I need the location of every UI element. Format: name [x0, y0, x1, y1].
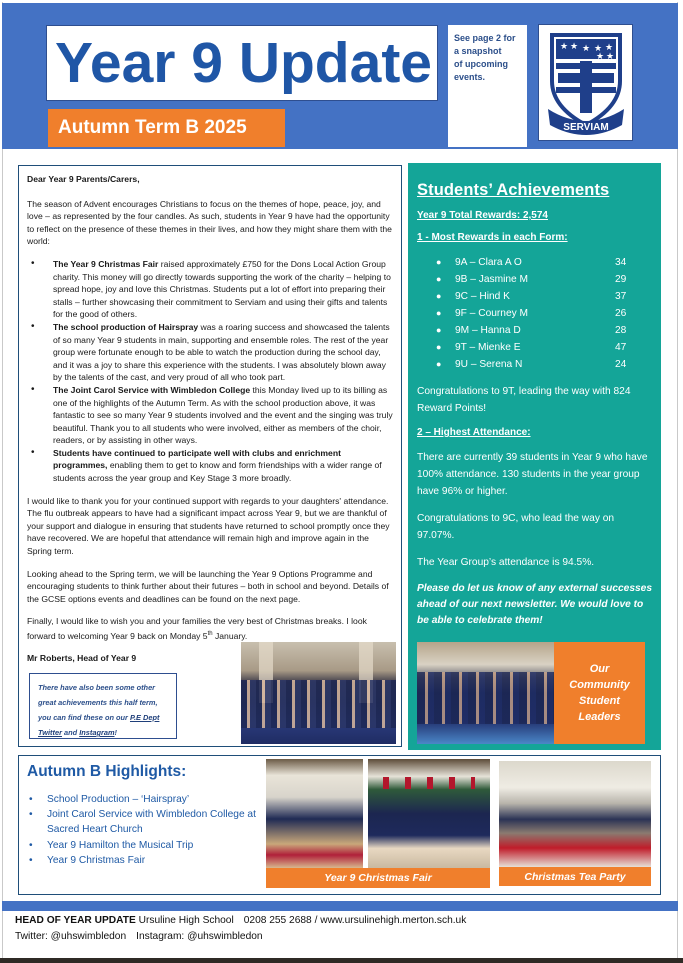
form-points: 24 — [615, 359, 627, 370]
footer-school: Ursuline High School — [135, 915, 234, 926]
form-student: 9A – Clara A O — [455, 257, 522, 268]
tea-caption-text: Christmas Tea Party — [524, 870, 626, 883]
photo-detail — [241, 704, 396, 728]
christmas-fair-photo-2 — [368, 759, 490, 868]
snapshot-line: a snapshot — [454, 46, 502, 56]
form-points: 28 — [615, 325, 627, 336]
form-reward-item — [417, 271, 653, 288]
school-crest-icon — [544, 29, 628, 137]
pe-dept-twitter-link[interactable]: P.E Dept Twitter — [38, 713, 160, 737]
attendance-congratulations: Congratulations to 9C, who lead the way on 97.07%. — [417, 513, 615, 541]
bullet-icon: ● — [436, 257, 442, 267]
achievements-title: Students’ Achievements — [417, 181, 610, 199]
letter-options-paragraph: Looking ahead to the Spring term, we will be launching the Year 9 Options Programme and encouraging students to think further about their futures – both in school and beyond. Details of the GCSE options events and deadlines can be found on the next page. — [27, 568, 389, 604]
closing-text: Finally, I would like to wish you and your families the very best of Christmas breaks. I look forward to welcoming Year 9 back on Monday 5 — [27, 616, 367, 641]
photo-detail — [241, 680, 396, 704]
svg-text:SERVIAM: SERVIAM — [562, 121, 609, 133]
bullet-heading: The Year 9 Christmas Fair — [53, 258, 159, 269]
bullet-icon: ● — [436, 342, 442, 352]
form-student: 9T – Mienke E — [455, 342, 521, 353]
highlight-item: • Joint Carol Service with Wimbledon College at Sacred Heart Church — [27, 807, 262, 837]
bullet-heading: The school production of Hairspray — [53, 321, 199, 332]
form-reward-item — [417, 254, 653, 271]
pe-callout-text: There have also been some other great achievements this half term, you can find these on our — [38, 683, 158, 722]
page-title: Year 9 Update — [55, 30, 433, 95]
bullet-text: enabling them to get to know and form friendships with a wider range of students across the year group and Key Stage 3 more broadly. — [53, 460, 382, 484]
form-student: 9F – Courney M — [455, 308, 529, 319]
bullet-icon: ● — [436, 325, 442, 335]
form-reward-item — [417, 339, 653, 356]
svg-text:★: ★ — [595, 51, 604, 62]
svg-text:★: ★ — [604, 42, 613, 53]
letter-closing-paragraph — [27, 615, 393, 642]
fair-caption-text: Year 9 Christmas Fair — [324, 872, 432, 884]
carol-service-choir-photo — [241, 642, 396, 744]
letter-bullets — [27, 258, 393, 485]
autumn-highlights-panel — [18, 755, 661, 895]
rewards-congratulations: Congratulations to 9T, leading the way with 824 Reward Points! — [417, 386, 631, 414]
highlight-item: • School Production – ‘Hairspray’ — [27, 792, 262, 807]
viewer-background — [0, 958, 683, 963]
form-reward-item — [417, 356, 653, 373]
letter-intro: The season of Advent encourages Christians to focus on the themes of hope, peace, joy, and love – as represented by the four candles. As such, students in Year 9 have had the opportunity to reflect on the presence of these themes in their lives, and how they might share them with the world: — [27, 198, 392, 247]
pe-dept-instagram-link[interactable]: Instagram — [79, 728, 115, 737]
footer-website-link[interactable]: www.ursulinehigh.merton.sch.uk — [320, 915, 467, 926]
svg-text:★: ★ — [559, 41, 568, 52]
students-achievements-panel — [408, 163, 661, 750]
community-leaders-block — [417, 642, 645, 744]
letter-signature: Mr Roberts, Head of Year 9 — [27, 653, 137, 664]
form-student: 9U – Serena N — [455, 359, 523, 370]
letter-bullet — [27, 321, 393, 384]
form-reward-item — [417, 322, 653, 339]
svg-text:★: ★ — [569, 41, 578, 52]
external-successes-note: Please do let us know of any external successes ahead of our next newsletter. We would love to be able to celebrate them! — [417, 583, 652, 626]
letter-greeting: Dear Year 9 Parents/Carers, — [27, 174, 140, 184]
leaders-label-text: Our Community Student Leaders — [569, 663, 630, 723]
bullet-heading: The Joint Carol Service with Wimbledon College — [53, 384, 251, 395]
letter-bullet — [27, 384, 393, 447]
highlights-list — [27, 792, 262, 868]
most-rewards-heading: 1 - Most Rewards in each Form: — [417, 232, 568, 243]
form-rewards-list — [417, 254, 653, 373]
pe-callout-and: and — [61, 728, 80, 737]
community-leaders-photo — [417, 642, 554, 744]
form-student: 9C – Hind K — [455, 291, 510, 302]
footer-twitter[interactable]: Twitter: @uhswimbledon — [15, 931, 127, 942]
bullet-icon: ● — [436, 274, 442, 284]
footer-bar — [2, 901, 678, 911]
tea-party-caption — [499, 867, 651, 886]
snapshot-note — [448, 25, 527, 147]
snapshot-line: of upcoming — [454, 59, 508, 69]
footer-line-2 — [15, 929, 466, 945]
form-student: 9M – Hanna D — [455, 325, 521, 336]
footer-phone: 0208 255 2688 — [243, 915, 312, 926]
attendance-heading: 2 – Highest Attendance: — [417, 427, 531, 438]
year-attendance: The Year Group’s attendance is 94.5%. — [417, 557, 595, 568]
pe-dept-callout — [29, 673, 177, 739]
bullet-text: raised approximately £750 for the Dons Local Action Group charity. This money will go directly towards supporting the work of the charity – helping to spread hope, joy and love this Christmas. Students put a lot of effort into preparing their stalls – further showcasing their commitment to Serviam and using their gifts and talents for the good of others. — [53, 258, 391, 320]
bullet-icon: ● — [436, 308, 442, 318]
letter-bullet — [27, 258, 393, 321]
community-leaders-label — [554, 642, 645, 744]
letter-attendance-paragraph: I would like to thank you for your continued support with regards to your daughters' attendance. The flu outbreak appears to have had a significant impact across Year 9, but we are thankful of your support and dialogue in ensuring that students have returned to school promptly once they have recovered. We are hopeful that attendance will remain high and improve again in the Spring term. — [27, 495, 390, 557]
svg-text:★: ★ — [581, 43, 590, 54]
footer-line-1 — [15, 913, 466, 929]
bullet-text: was a roaring success and showcased the talents of so many Year 9 students in main, supporting and ensemble roles. The rest of the year group were fortunate enough to be able to watch the production during the school day, and it was a joy to share this experience with the students. I was absolutely blown away by the talents of the cast, and very proud of all who took part. — [53, 321, 390, 383]
bullet-heading: Students have continued to participate well with clubs and enrichment programmes, — [53, 447, 341, 471]
footer-label: HEAD OF YEAR UPDATE — [15, 915, 136, 926]
closing-sup: th — [207, 631, 213, 637]
footer — [15, 913, 466, 945]
christmas-tea-party-photo — [499, 761, 651, 867]
bullet-icon: ● — [436, 359, 442, 369]
letter-bullet — [27, 447, 393, 485]
christmas-fair-caption — [266, 868, 490, 888]
form-points: 34 — [615, 257, 627, 268]
term-label: Autumn Term B 2025 — [58, 117, 247, 138]
snapshot-line: See page 2 for — [454, 33, 516, 43]
snapshot-line: events. — [454, 72, 486, 82]
title-box — [46, 25, 438, 101]
form-reward-item — [417, 305, 653, 322]
total-rewards: Year 9 Total Rewards: 2,574 — [417, 210, 548, 221]
photo-detail — [417, 672, 554, 724]
form-points: 47 — [615, 342, 627, 353]
header-banner — [2, 3, 678, 149]
form-points: 29 — [615, 274, 627, 285]
form-points: 37 — [615, 291, 627, 302]
pe-callout-end: ! — [114, 728, 117, 737]
svg-text:★: ★ — [593, 43, 602, 54]
form-student: 9B – Jasmine M — [455, 274, 529, 285]
highlights-title: Autumn B Highlights: — [27, 763, 187, 780]
bullet-text: this Monday lived up to its billing as one of the highlights of the Autumn Term. As with the school production above, it was fantastic to see so many Year 9 students involved and the event and the singing was truly beautiful. Thank you to all students who were involved, either as members of the choir, readers, or by assisting in other ways. — [53, 384, 393, 446]
school-crest — [538, 24, 633, 141]
footer-instagram[interactable]: Instagram: @uhswimbledon — [136, 931, 263, 942]
closing-text-end: January. — [212, 630, 248, 641]
highlight-item: • Year 9 Christmas Fair — [27, 853, 262, 868]
footer-separator: / — [311, 915, 321, 926]
form-points: 26 — [615, 308, 627, 319]
bullet-icon: ● — [436, 291, 442, 301]
svg-text:★: ★ — [605, 51, 614, 62]
term-badge — [48, 109, 285, 147]
highlight-item: • Year 9 Hamilton the Musical Trip — [27, 838, 262, 853]
photo-detail — [383, 777, 475, 789]
christmas-fair-photo-1 — [266, 759, 363, 868]
attendance-text: There are currently 39 students in Year 9 who have 100% attendance. 130 students in the year group have 96% or higher. — [417, 452, 648, 497]
form-reward-item — [417, 288, 653, 305]
head-of-year-letter — [18, 165, 402, 747]
